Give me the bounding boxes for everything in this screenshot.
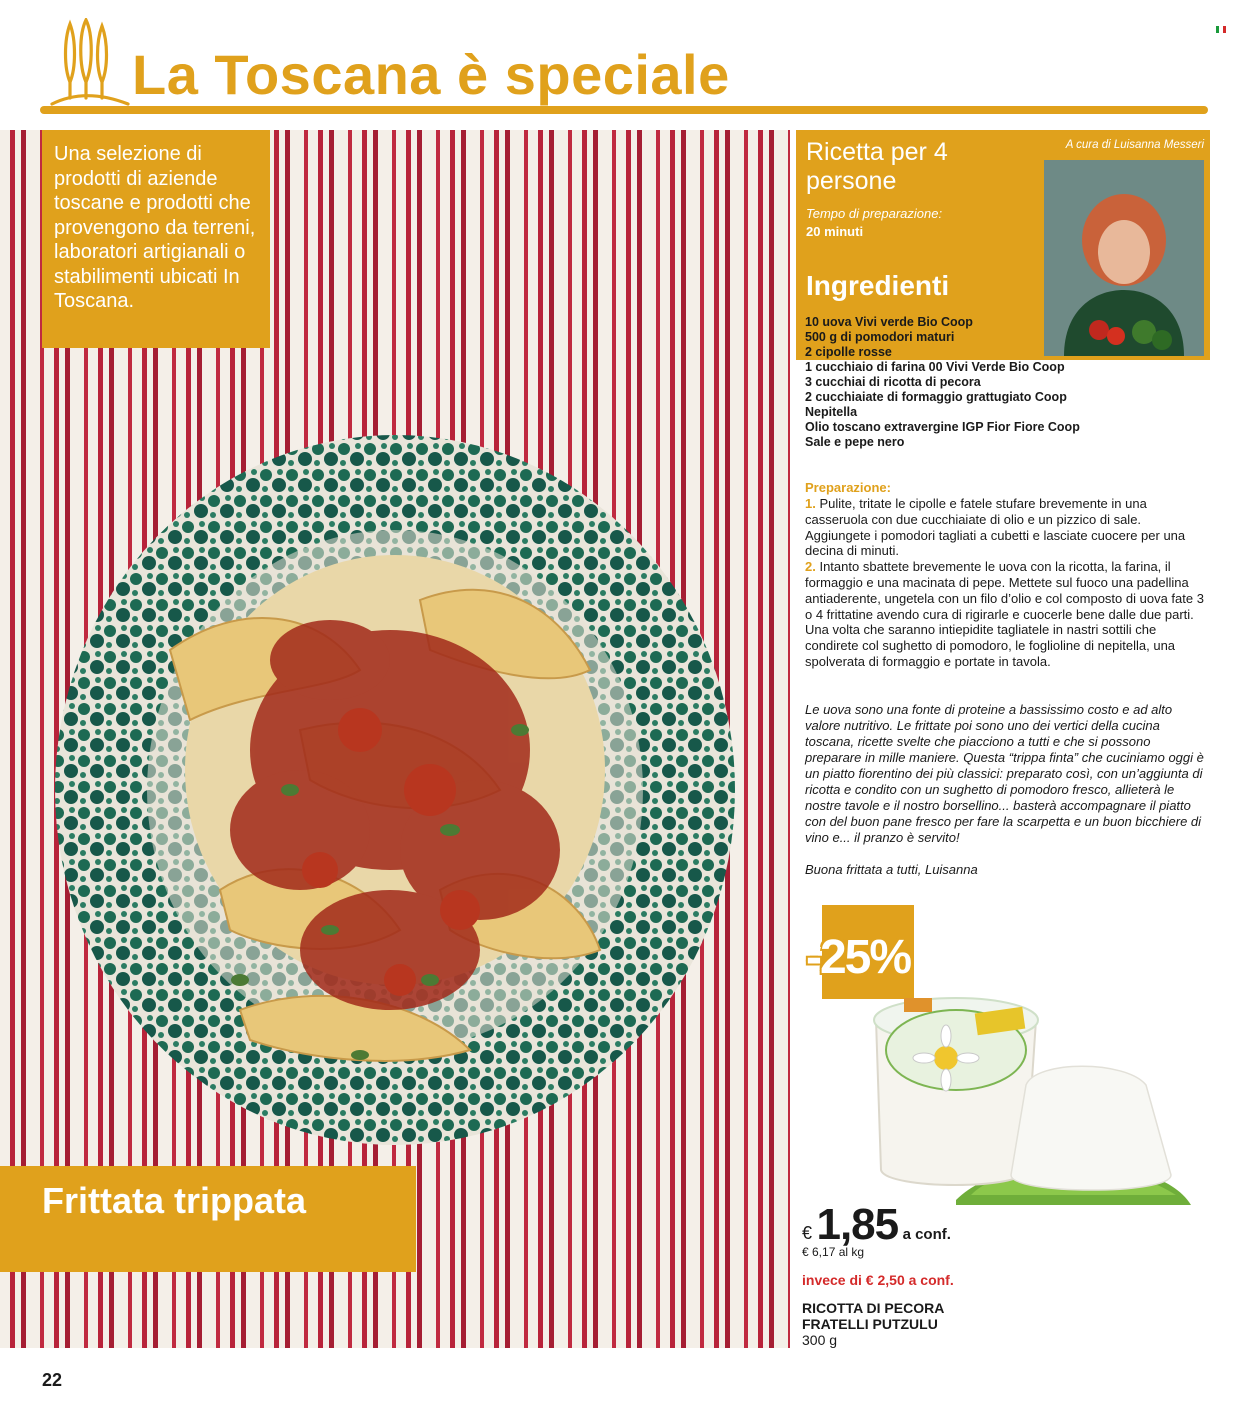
step-number: 2. xyxy=(805,559,816,575)
ingredient-item: Sale e pepe nero xyxy=(805,435,905,449)
discount-value: -25% xyxy=(806,931,911,984)
ingredients-title: Ingredienti xyxy=(806,270,950,301)
preparation-title: Preparazione: xyxy=(805,480,891,495)
ingredients-list xyxy=(805,315,1080,450)
price-per-kg: € 6,17 al kg xyxy=(802,1245,865,1259)
ingredient-item: 2 cipolle rosse xyxy=(805,345,892,359)
ricotta-product-photo xyxy=(836,990,1206,1220)
ingredient-item: 10 uova Vivi verde Bio Coop xyxy=(805,315,973,329)
recipe-note: Le uova sono una fonte di proteine a bassissimo costo e ad alto valore nutritivo. Le frittate poi sono uno dei vertici della cucina toscana, ricette svelte che piacciono a tutti e che si possono preparare in mille maniere. Questa “trippa finta” che cuciniamo oggi è un piatto fiorentino dei più classici: preparato così, con un’aggiunta di ricotta e condito con un sughetto di pomodoro fresco, allieterà le nostre tavole e il nostro borsellino... basterà accompagnare il piatto con del buon pane fresco per fare la scarpetta e un buon bicchiere di vino e... il pranzo è servito! xyxy=(805,702,1204,845)
dish-title-banner xyxy=(0,1166,416,1272)
intro-box xyxy=(42,130,270,348)
italian-flag-icon xyxy=(1216,26,1226,33)
product-weight: 300 g xyxy=(802,1332,838,1348)
product-name-line: RICOTTA DI PECORA xyxy=(802,1300,945,1316)
product-name xyxy=(802,1300,944,1332)
step-text: Pulite, tritate le cipolle e fatele stufare brevemente in una casseruola con due cucchiaiate di olio e un pizzico di sale. Aggiungete i pomodori tagliati a cubetti e lasciate cuocere per una decina di minuti. xyxy=(805,496,1186,559)
page-header xyxy=(40,14,1210,124)
header-divider xyxy=(40,106,1208,114)
ingredient-item: 3 cucchiai di ricotta di pecora xyxy=(805,375,981,389)
preparation-steps xyxy=(805,496,1205,670)
intro-text: Una selezione di prodotti di aziende toscane e prodotti che provengono da terreni, laboratori artigianali o stabilimenti ubicati In Toscana. xyxy=(54,143,256,312)
recipe-signature: Buona frittata a tutti, Luisanna xyxy=(805,862,978,877)
product-name-line: FRATELLI PUTZULU xyxy=(802,1316,938,1332)
ingredient-item: 500 g di pomodori maturi xyxy=(805,330,955,344)
recipe-serves: Ricetta per 4 persone xyxy=(806,138,948,195)
page-title: La Toscana è speciale xyxy=(132,43,730,106)
step-number: 1. xyxy=(805,496,816,511)
prep-time-label: Tempo di preparazione: xyxy=(806,206,943,221)
step-text: Intanto sbattete brevemente le uova con la ricotta, la farina, il formaggio e una macinata di pepe. Mettete sul fuoco una padellina antiaderente, ungetela con un filo d’olio e col composto di uova fate 3 o 4 frittatine avendo cura di rigirarle e cuocerle bene dalle due parti. Una volta che saranno intiepidite tagliatele in nastri sottili che condirete col sughetto di pomodoro, le foglioline di nepitella, una spolverata di formaggio e portate in tavola. xyxy=(805,559,1204,669)
ingredient-item: Olio toscano extravergine IGP Fior Fiore Coop xyxy=(805,420,1080,434)
prep-time-value: 20 minuti xyxy=(806,224,864,239)
recipe-curator: A cura di Luisanna Messeri xyxy=(1065,139,1204,151)
page-number: 22 xyxy=(42,1370,63,1390)
ingredient-item: 2 cucchiaiate di formaggio grattugiato Coop xyxy=(805,390,1067,404)
price-unit: a conf. xyxy=(902,1226,951,1243)
ingredient-item: Nepitella xyxy=(805,405,858,419)
dish-title: Frittata trippata xyxy=(42,1180,307,1221)
tuscan-cypress-logo-icon xyxy=(48,18,132,110)
original-price: invece di € 2,50 a conf. xyxy=(802,1272,954,1288)
price-row xyxy=(802,1200,951,1249)
price-currency: € xyxy=(802,1223,813,1243)
ingredient-item: 1 cucchiaio di farina 00 Vivi Verde Bio Coop xyxy=(805,360,1065,374)
price-value: 1,85 xyxy=(816,1200,899,1249)
